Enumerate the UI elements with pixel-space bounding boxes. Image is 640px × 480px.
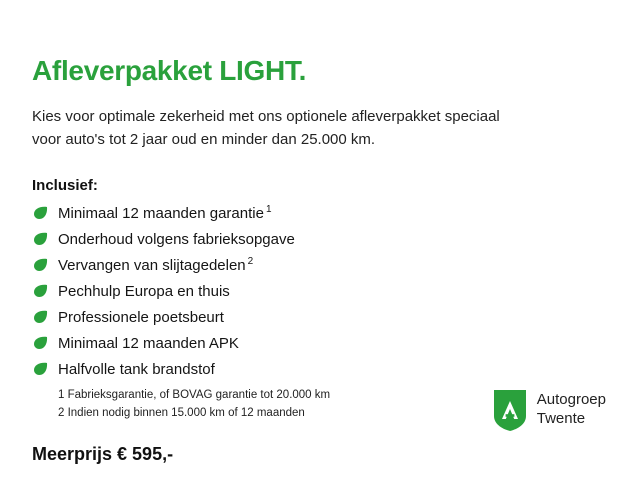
- leaf-icon: [32, 309, 48, 325]
- brand-logo: [492, 388, 606, 432]
- list-item: [32, 334, 608, 353]
- list-item: [32, 360, 608, 379]
- list-item: [32, 282, 608, 301]
- footnote-marker: 2: [247, 256, 254, 268]
- feature-list: [32, 204, 608, 379]
- list-item: [32, 256, 608, 275]
- page-title: Afleverpakket LIGHT.: [32, 55, 307, 86]
- price-label: Meerprijs € 595,-: [32, 443, 174, 464]
- leaf-icon: [32, 335, 48, 351]
- leaf-icon: [32, 283, 48, 299]
- leaf-icon: [32, 231, 48, 247]
- feature-label: Professionele poetsbeurt: [58, 309, 224, 327]
- intro-paragraph: Kies voor optimale zekerheid met ons optionele afleverpakket speciaal voor auto's tot 2 jaar oud en minder dan 25.000 km.: [32, 107, 500, 149]
- leaf-icon: [32, 257, 48, 273]
- leaf-icon: [32, 205, 48, 221]
- autogroep-twente-shield-icon: [492, 388, 528, 432]
- brand-name-line2: Twente: [536, 410, 586, 427]
- leaf-icon: [32, 361, 48, 377]
- list-item: [32, 308, 608, 327]
- brand-name-line1: Autogroep: [536, 391, 606, 409]
- feature-label: Halfvolle tank brandstof: [58, 361, 215, 379]
- list-item: [32, 204, 608, 223]
- feature-label: Minimaal 12 maanden garantie $^1$: [58, 204, 272, 223]
- feature-label: Vervangen van slijtagedelen $^2$: [58, 256, 254, 275]
- feature-label: Minimaal 12 maanden APK: [58, 335, 239, 353]
- feature-label: Onderhoud volgens fabrieksopgave: [58, 231, 295, 249]
- footnote-marker: 1: [265, 204, 272, 216]
- brand-name: [537, 391, 606, 429]
- feature-label: Pechhulp Europa en thuis: [58, 283, 230, 301]
- list-item: [32, 230, 608, 249]
- inclusief-label: Inclusief:: [32, 177, 98, 195]
- footnote-line: 1 Fabrieksgarantie, of BOVAG garantie tot 20.000 km: [58, 389, 331, 402]
- footnote-line: 2 Indien nodig binnen 15.000 km of 12 maanden: [58, 406, 305, 419]
